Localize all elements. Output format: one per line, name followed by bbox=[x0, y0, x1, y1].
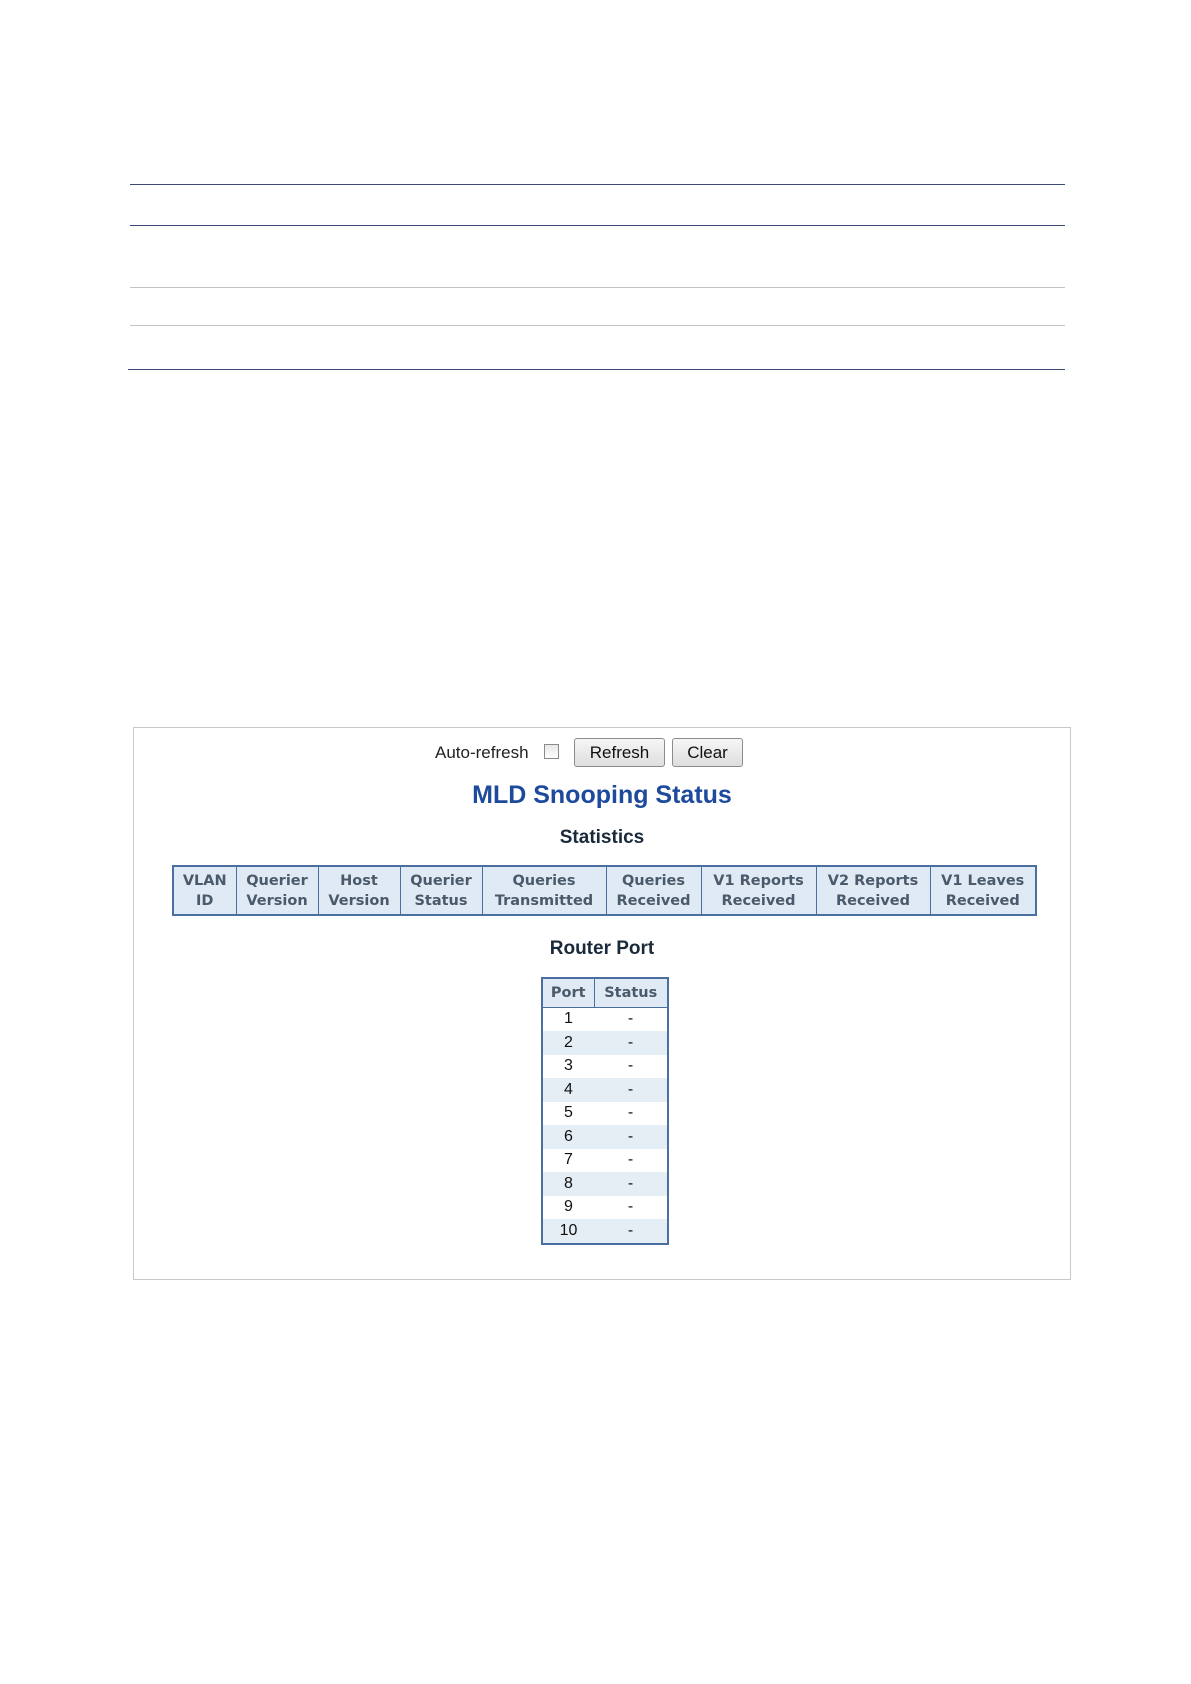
router-port-table bbox=[541, 977, 669, 1245]
port-number: 8 bbox=[542, 1172, 594, 1196]
port-status: - bbox=[594, 1078, 668, 1102]
toolbar bbox=[134, 737, 1070, 769]
port-status: - bbox=[627, 1151, 634, 1169]
col-querier-version: Querier Version bbox=[236, 866, 318, 915]
refresh-button[interactable]: Refresh bbox=[574, 738, 665, 767]
table-row bbox=[542, 1055, 668, 1079]
port-status: - bbox=[627, 1198, 634, 1216]
table-row bbox=[542, 1031, 668, 1055]
port-status: - bbox=[594, 1031, 668, 1055]
port-number: 1 bbox=[564, 1010, 573, 1028]
page-title: MLD Snooping Status bbox=[472, 781, 732, 809]
auto-refresh-label: Auto-refresh bbox=[435, 743, 529, 762]
port-number: 3 bbox=[564, 1057, 573, 1075]
col-v2-reports-received: V2 Reports Received bbox=[816, 866, 930, 915]
clear-button[interactable]: Clear bbox=[672, 738, 743, 767]
col-status: Status bbox=[594, 978, 668, 1007]
router-port-header-row bbox=[542, 978, 668, 1007]
port-status: - bbox=[627, 1104, 634, 1122]
table-header-rule bbox=[130, 225, 1065, 226]
auto-refresh-checkbox[interactable] bbox=[544, 744, 559, 759]
port-number: 5 bbox=[564, 1104, 573, 1122]
port-status: - bbox=[627, 1057, 634, 1075]
table-bottom-rule bbox=[128, 369, 1065, 370]
port-status: - bbox=[594, 1172, 668, 1196]
statistics-table bbox=[172, 865, 1037, 916]
table-row bbox=[542, 1196, 668, 1220]
col-port: Port bbox=[542, 978, 594, 1007]
statistics-header-row bbox=[173, 866, 1036, 915]
mld-snooping-status-panel bbox=[133, 727, 1071, 1280]
table-row bbox=[542, 1102, 668, 1126]
col-vlan-id: VLAN ID bbox=[173, 866, 236, 915]
table-row bbox=[542, 1125, 668, 1149]
port-number: 10 bbox=[542, 1219, 594, 1244]
col-queries-received: Queries Received bbox=[606, 866, 701, 915]
router-port-title: Router Port bbox=[549, 938, 655, 959]
statistics-title: Statistics bbox=[559, 827, 645, 848]
table-row bbox=[542, 1219, 668, 1244]
port-number: 9 bbox=[564, 1198, 573, 1216]
port-status: - bbox=[627, 1010, 634, 1028]
table-top-rule bbox=[130, 184, 1065, 185]
port-status: - bbox=[594, 1219, 668, 1244]
port-number: 4 bbox=[542, 1078, 594, 1102]
col-querier-status: Querier Status bbox=[400, 866, 482, 915]
table-row bbox=[542, 1172, 668, 1196]
table-row-rule bbox=[130, 325, 1065, 326]
col-host-version: Host Version bbox=[318, 866, 400, 915]
col-v1-reports-received: V1 Reports Received bbox=[701, 866, 816, 915]
col-queries-transmitted: Queries Transmitted bbox=[482, 866, 606, 915]
port-number: 7 bbox=[564, 1151, 573, 1169]
table-row bbox=[542, 1007, 668, 1031]
col-v1-leaves-received: V1 Leaves Received bbox=[930, 866, 1036, 915]
table-row-rule bbox=[130, 287, 1065, 288]
port-status: - bbox=[594, 1125, 668, 1149]
port-number: 2 bbox=[542, 1031, 594, 1055]
table-row bbox=[542, 1149, 668, 1173]
table-row bbox=[542, 1078, 668, 1102]
port-number: 6 bbox=[542, 1125, 594, 1149]
